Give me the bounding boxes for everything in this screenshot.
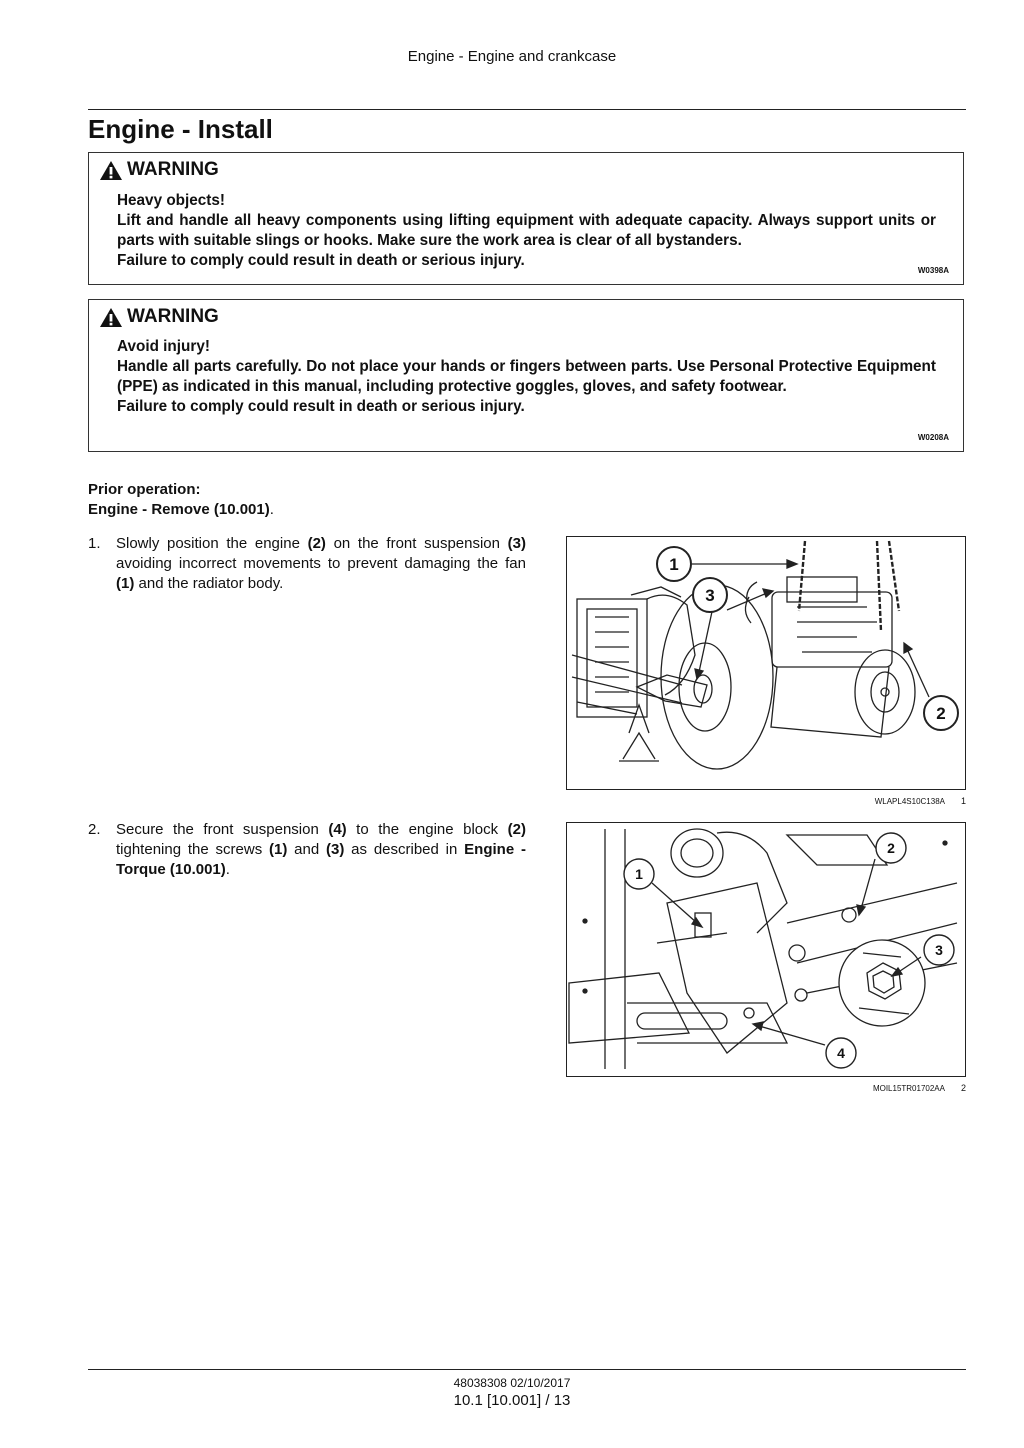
warning-body xyxy=(117,191,936,271)
running-header: Engine - Engine and crankcase xyxy=(407,48,617,65)
step-text-run: and the radiator body. xyxy=(134,575,284,592)
warning-code: W0208A xyxy=(917,433,949,442)
prior-operation-link[interactable]: Engine - Remove (10.001) xyxy=(88,501,270,518)
warning-triangle-icon xyxy=(99,307,123,328)
step-reference: (1) xyxy=(116,575,135,592)
callout-label: 2 xyxy=(936,704,946,723)
warning-consequence: Failure to comply could result in death or serious injury. xyxy=(117,398,525,415)
callout-label: 3 xyxy=(935,942,943,958)
step-text-run: tightening the screws xyxy=(116,841,270,858)
prior-operation xyxy=(88,480,274,520)
warning-heading: Heavy objects! xyxy=(117,192,225,209)
step-2 xyxy=(88,820,526,880)
callout-label: 4 xyxy=(837,1045,845,1061)
prior-operation-trailing: . xyxy=(269,501,274,518)
step-reference: (2) xyxy=(507,821,526,838)
step-text-run: and xyxy=(287,841,327,858)
step-number: 1. xyxy=(88,535,101,552)
callout-label: 1 xyxy=(635,866,643,882)
footer-page-ref: 10.1 [10.001] / 13 xyxy=(453,1392,571,1409)
figure-2-illustration xyxy=(567,823,966,1077)
figure-2-suspension-bolts xyxy=(566,822,966,1077)
warning-label: WARNING xyxy=(127,306,219,327)
figure-number: 2 xyxy=(960,1083,966,1093)
warning-header xyxy=(99,306,219,328)
header-rule xyxy=(88,109,966,110)
step-reference: (1) xyxy=(269,841,288,858)
prior-operation-line xyxy=(88,500,274,520)
step-reference: (3) xyxy=(507,535,526,552)
step-text-run: as described in xyxy=(344,841,465,858)
figure-2-callout-3 xyxy=(924,935,954,965)
warning-body xyxy=(117,337,936,417)
warning-code: W0398A xyxy=(917,266,949,275)
step-number: 2. xyxy=(88,821,101,838)
warning-consequence: Failure to comply could result in death or serious injury. xyxy=(117,252,525,269)
step-text-run: Slowly position the engine xyxy=(116,535,308,552)
step-text xyxy=(116,534,526,594)
step-reference: Engine - Torque (10.001) xyxy=(116,841,526,878)
figure-1-callout-1 xyxy=(657,547,691,581)
warning-triangle-icon xyxy=(99,160,123,181)
warning-text: Lift and handle all heavy components using lifting equipment with adequate capacity. Always support units or parts with suitable slings or hooks. Make sure the work area is clear of all bystanders. xyxy=(117,212,936,249)
footer-rule xyxy=(88,1369,966,1370)
warning-box-heavy-objects xyxy=(88,152,964,285)
footer-doc-code: 48038308 02/10/2017 xyxy=(453,1376,571,1390)
figure-1-caption xyxy=(566,796,966,806)
step-text-run: on the front suspension xyxy=(325,535,508,552)
figure-2-callout-2 xyxy=(876,833,906,863)
callout-label: 2 xyxy=(887,840,895,856)
warning-label: WARNING xyxy=(127,159,219,180)
step-reference: (3) xyxy=(326,841,345,858)
warning-heading: Avoid injury! xyxy=(117,338,210,355)
step-reference: (4) xyxy=(328,821,347,838)
figure-1-engine-lowering xyxy=(566,536,966,790)
warning-box-avoid-injury xyxy=(88,299,964,452)
figure-2-callout-1 xyxy=(624,859,654,889)
figure-2-callout-4 xyxy=(826,1038,856,1068)
callout-label: 1 xyxy=(669,555,679,574)
figure-1-illustration xyxy=(567,537,966,790)
figure-code: WLAPL4S10C138A xyxy=(874,797,945,806)
step-text-run: Secure the front suspension xyxy=(116,821,329,838)
figure-number: 1 xyxy=(960,796,966,806)
step-text-run: . xyxy=(225,861,230,878)
figure-1-callout-3 xyxy=(693,578,727,612)
warning-text: Handle all parts carefully. Do not place your hands or fingers between parts. Use Personal Protective Equipment (PPE) as indicated in this manual, including protective goggles, gloves, and safety footwear. xyxy=(117,358,936,395)
warning-header xyxy=(99,159,219,181)
figure-2-caption xyxy=(566,1083,966,1093)
callout-label: 3 xyxy=(705,586,715,605)
step-text-run: avoiding incorrect movements to prevent damaging the fan xyxy=(116,555,526,572)
figure-code: MOIL15TR01702AA xyxy=(872,1084,945,1093)
step-reference: (2) xyxy=(307,535,326,552)
page-title: Engine - Install xyxy=(88,114,273,144)
prior-operation-label: Prior operation: xyxy=(88,481,201,498)
step-text-run: to the engine block xyxy=(346,821,508,838)
figure-1-callout-2 xyxy=(924,696,958,730)
step-1 xyxy=(88,534,526,594)
step-text xyxy=(116,820,526,880)
